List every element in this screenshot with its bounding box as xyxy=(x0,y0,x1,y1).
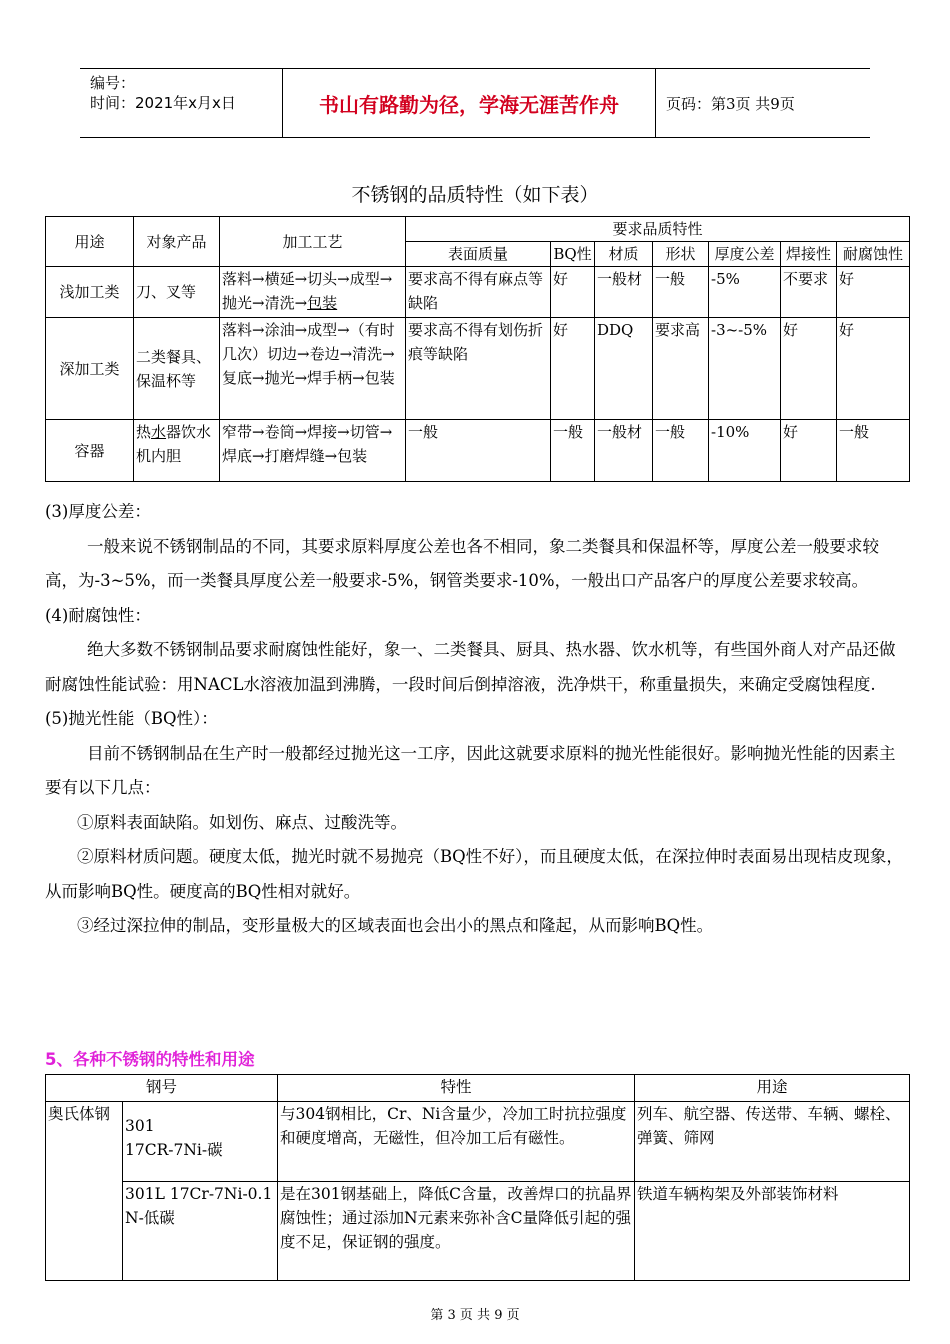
table-row xyxy=(46,420,910,482)
header-process: 加工工艺 xyxy=(220,217,406,267)
section-3-title: (3)厚度公差： xyxy=(45,502,151,521)
grade-composition: 17Cr-7Ni-0.1N-低碳 xyxy=(125,1185,273,1227)
section-heading: 5、各种不锈钢的特性和用途 xyxy=(45,1050,255,1069)
cell-surface: 要求高不得有麻点等缺陷 xyxy=(406,267,551,318)
cell-process: 落料→涂油→成型→（有时几次）切边→卷边→清洗→复底→抛光→焊手柄→包装 xyxy=(220,318,406,420)
header-material: 材质 xyxy=(595,242,653,267)
product-text-underlined: 水 xyxy=(151,423,167,441)
cell-surface: 一般 xyxy=(406,420,551,482)
date-label: 时间：2021年x月x日 xyxy=(90,94,236,112)
header-grade: 钢号 xyxy=(46,1075,278,1102)
table-row xyxy=(46,1102,910,1182)
cell-weld: 不要求 xyxy=(781,267,837,318)
cell-thickness: -5% xyxy=(709,267,781,318)
section-5-item-1: ①原料表面缺陷。如划伤、麻点、过酸洗等。 xyxy=(77,812,407,832)
process-text-underlined: 包装 xyxy=(307,294,338,312)
section-4-title: (4)耐腐蚀性： xyxy=(45,605,151,625)
product-text: 器饮水机内胆 xyxy=(136,423,212,465)
table-row xyxy=(46,318,910,420)
cell-material: DDQ xyxy=(595,318,653,420)
product-text: 热 xyxy=(136,423,152,441)
number-label: 编号： xyxy=(90,74,136,92)
cell-use: 浅加工类 xyxy=(46,267,134,318)
cell-use: 铁道车辆构架及外部装饰材料 xyxy=(635,1182,910,1281)
process-text: 落料→横延→切头→成型→抛光→清洗→ xyxy=(222,270,393,312)
page-header xyxy=(80,68,870,138)
grade-number: 301L xyxy=(125,1185,165,1203)
header-quality-group: 要求品质特性 xyxy=(406,217,910,242)
steel-grade-table xyxy=(45,1074,910,1281)
cell-weld: 好 xyxy=(781,420,837,482)
cell-corrosion: 好 xyxy=(837,318,910,420)
cell-product: 二类餐具、保温杯等 xyxy=(134,318,220,420)
cell-grade xyxy=(123,1102,278,1182)
cell-material: 一般材 xyxy=(595,267,653,318)
grade-composition: 17CR-7Ni-碳 xyxy=(125,1141,223,1159)
header-use: 用途 xyxy=(635,1075,910,1102)
cell-thickness: -3~-5% xyxy=(709,318,781,420)
header-shape: 形状 xyxy=(653,242,709,267)
cell-property: 与304钢相比，Cr、Ni含量少，冷加工时抗拉强度和硬度增高，无磁性，但冷加工后有磁性。 xyxy=(278,1102,635,1182)
header-bq: BQ性 xyxy=(551,242,595,267)
cell-use: 深加工类 xyxy=(46,318,134,420)
header-use: 用途 xyxy=(46,217,134,267)
section-5-body: 目前不锈钢制品在生产时一般都经过抛光这一工序，因此这就要求原料的抛光性能很好。影响抛光性能的因素主要有以下几点： xyxy=(45,743,896,797)
section-5-title: (5)抛光性能（BQ性）： xyxy=(45,709,218,728)
cell-category: 奥氏体钢 xyxy=(46,1102,123,1281)
header-weld: 焊接性 xyxy=(781,242,837,267)
table-title: 不锈钢的品质特性（如下表） xyxy=(351,184,599,206)
quality-table xyxy=(45,216,910,482)
header-thickness: 厚度公差 xyxy=(709,242,781,267)
cell-use: 容器 xyxy=(46,420,134,482)
cell-property: 是在301钢基础上，降低C含量，改善焊口的抗晶界腐蚀性；通过添加N元素来弥补含C量降低引起的强度不足，保证钢的强度。 xyxy=(278,1182,635,1281)
cell-use: 列车、航空器、传送带、车辆、螺栓、弹簧、筛网 xyxy=(635,1102,910,1182)
cell-shape: 一般 xyxy=(653,267,709,318)
section-5-item-3: ③经过深拉伸的制品，变形量极大的区域表面也会出小的黑点和隆起，从而影响BQ性。 xyxy=(77,916,714,935)
cell-product xyxy=(134,420,220,482)
cell-thickness: -10% xyxy=(709,420,781,482)
cell-product: 刀、叉等 xyxy=(134,267,220,318)
cell-bq: 好 xyxy=(551,318,595,420)
header-corrosion: 耐腐蚀性 xyxy=(837,242,910,267)
table-row xyxy=(46,267,910,318)
header-product: 对象产品 xyxy=(134,217,220,267)
header-motto: 书山有路勤为径，学海无涯苦作舟 xyxy=(282,69,656,137)
header-property: 特性 xyxy=(278,1075,635,1102)
header-page-label: 页码：第3页 共9页 xyxy=(666,94,795,113)
cell-corrosion: 好 xyxy=(837,267,910,318)
cell-corrosion: 一般 xyxy=(837,420,910,482)
section-4-body: 绝大多数不锈钢制品要求耐腐蚀性能好，象一、二类餐具、厨具、热水器、饮水机等，有些国外商人对产品还做耐腐蚀性能试验：用NACL水溶液加温到沸腾，一段时间后倒掉溶液，洗净烘干，称重量损失，来确定受腐蚀程度. xyxy=(45,640,896,694)
cell-process: 窄带→卷筒→焊接→切管→焊底→打磨焊缝→包装 xyxy=(220,420,406,482)
page-footer: 第 3 页 共 9 页 xyxy=(430,1308,520,1323)
cell-bq: 好 xyxy=(551,267,595,318)
section-5-item-2: ②原料材质问题。硬度太低，抛光时就不易抛亮（BQ性不好），而且硬度太低，在深拉伸时表面易出现桔皮现象，从而影响BQ性。硬度高的BQ性相对就好。 xyxy=(45,847,903,901)
grade-number: 301 xyxy=(125,1117,155,1135)
section-3-body: 一般来说不锈钢制品的不同，其要求原料厚度公差也各不相同，象二类餐具和保温杯等，厚度公差一般要求较高，为-3~5%，而一类餐具厚度公差一般要求-5%，钢管类要求-10%，一般出口产品客户的厚度公差要求较高。 xyxy=(45,536,879,590)
header-surface: 表面质量 xyxy=(406,242,551,267)
body-sections xyxy=(45,495,907,944)
header-meta xyxy=(80,69,282,137)
cell-shape: 一般 xyxy=(653,420,709,482)
cell-grade xyxy=(123,1182,278,1281)
table-row xyxy=(46,1182,910,1281)
cell-process xyxy=(220,267,406,318)
cell-shape: 要求高 xyxy=(653,318,709,420)
cell-bq: 一般 xyxy=(551,420,595,482)
cell-weld: 好 xyxy=(781,318,837,420)
cell-surface: 要求高不得有划伤折痕等缺陷 xyxy=(406,318,551,420)
cell-material: 一般材 xyxy=(595,420,653,482)
